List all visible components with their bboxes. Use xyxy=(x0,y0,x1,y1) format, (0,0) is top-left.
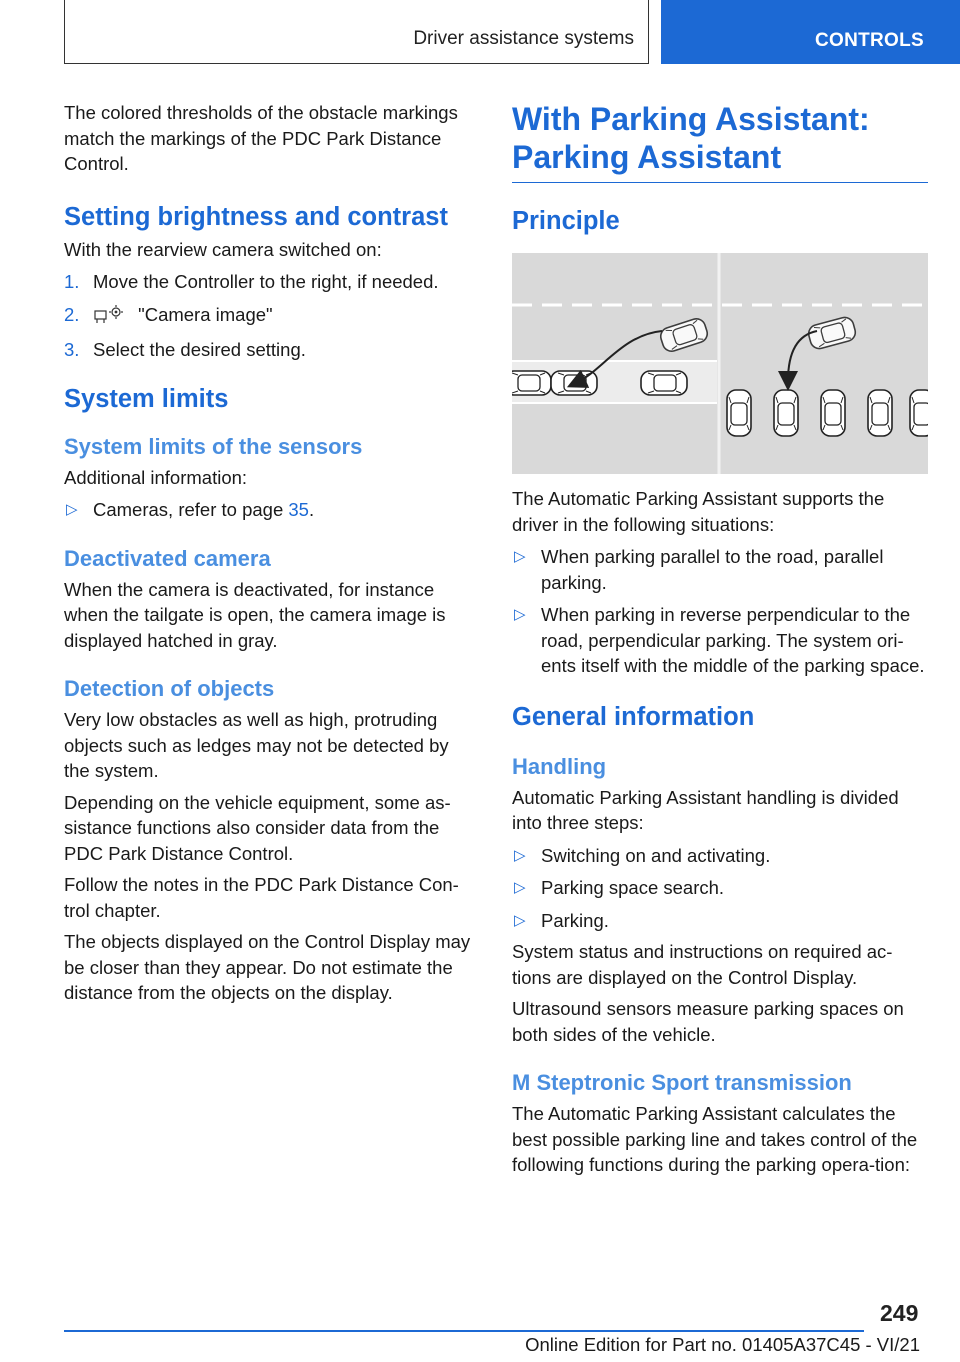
triangle-right-icon: ▷ xyxy=(514,548,526,565)
principle-heading: Principle xyxy=(512,207,620,235)
handling-paragraph: Ultrasound sensors measure parking spaces on both sides of the vehicle. xyxy=(512,998,904,1045)
step-text: Move the Controller to the right, if needed. xyxy=(93,271,439,292)
page-reference-link[interactable]: 35 xyxy=(288,499,309,520)
triangle-right-icon: ▷ xyxy=(514,846,526,864)
step-number: 1. xyxy=(64,271,80,292)
left-column xyxy=(64,100,478,1006)
detection-paragraph: Depending on the vehicle equipment, some as-sistance functions also consider data from the PDC Park Distance Control. xyxy=(64,791,451,864)
list-item-text: When parking in reverse perpendicular to the road, perpendicular parking. The system ori-ents itself with the middle of the parking space. xyxy=(541,604,925,676)
list-item-text: Parking space search. xyxy=(541,877,725,898)
brightness-steps xyxy=(64,269,478,363)
step-item xyxy=(64,269,478,295)
steptronic-text: The Automatic Parking Assistant calculates the best possible parking line and takes control of the following functions during the parking opera-tion: xyxy=(512,1103,918,1175)
intro-paragraph: The colored thresholds of the obstacle markings match the markings of the PDC Park Distance Control. xyxy=(64,102,458,174)
handling-list xyxy=(512,843,928,934)
step-text: Select the desired setting. xyxy=(93,339,306,360)
list-item-text: Parking. xyxy=(541,909,609,931)
triangle-right-icon: ▷ xyxy=(66,501,78,518)
parking-diagram xyxy=(512,253,928,474)
principle-lead: The Automatic Parking Assistant supports the driver in the following situations: xyxy=(512,488,885,535)
section-title: With Parking Assistant: Parking Assistant xyxy=(512,100,928,183)
principle-list xyxy=(512,544,928,679)
header-controls-tab xyxy=(661,0,960,64)
general-information-heading: General information xyxy=(512,702,755,731)
list-item-text: When parking parallel to the road, parallel parking. xyxy=(541,546,884,593)
list-item xyxy=(64,497,478,523)
detection-heading: Detection of objects xyxy=(64,676,275,701)
brightness-heading: Setting brightness and contrast xyxy=(64,202,448,231)
parking-illustration xyxy=(512,253,928,474)
detection-paragraph: Very low obstacles as well as high, protruding objects such as ledges may not be detected by the system. xyxy=(64,709,449,781)
page-number: 249 xyxy=(880,1300,919,1326)
handling-paragraph: System status and instructions on required ac-tions are displayed on the Control Display. xyxy=(512,941,893,988)
brightness-lead: With the rearview camera switched on: xyxy=(64,238,382,260)
list-item xyxy=(512,843,928,869)
detection-paragraph: Follow the notes in the PDC Park Distance Con-trol chapter. xyxy=(64,874,459,921)
list-item xyxy=(512,544,928,595)
list-item-text: Switching on and activating. xyxy=(541,844,771,866)
camera-settings-icon xyxy=(93,304,125,331)
steptronic-heading: M Steptronic Sport transmission xyxy=(512,1070,852,1095)
step-text: "Camera image" xyxy=(138,303,273,325)
step-number: 3. xyxy=(64,339,80,360)
header-section-box xyxy=(64,0,649,64)
list-item xyxy=(512,908,928,934)
footer-divider xyxy=(64,1330,864,1332)
list-item xyxy=(512,875,928,901)
sensors-lead: Additional information: xyxy=(64,466,248,488)
detection-paragraph: The objects displayed on the Control Display may be closer than they appear. Do not estimate the distance from the objects on the display. xyxy=(64,931,471,1003)
triangle-right-icon: ▷ xyxy=(514,911,526,929)
footer-edition: Online Edition for Part no. 01405A37C45 - VI/21 xyxy=(525,1334,920,1355)
triangle-right-icon: ▷ xyxy=(514,606,526,623)
triangle-right-icon: ▷ xyxy=(514,879,526,896)
handling-lead: Automatic Parking Assistant handling is divided into three steps: xyxy=(512,786,899,833)
handling-heading: Handling xyxy=(512,753,607,779)
list-item-end: . xyxy=(308,499,315,520)
deactivated-camera-heading: Deactivated camera xyxy=(64,545,271,571)
system-limits-heading: System limits xyxy=(64,384,229,413)
header-section-title: Driver assistance systems xyxy=(413,28,634,49)
step-item xyxy=(64,302,478,331)
step-item xyxy=(64,337,478,363)
right-column xyxy=(512,100,928,1178)
sensors-heading: System limits of the sensors xyxy=(64,433,363,459)
list-item-text: Cameras, refer to page xyxy=(93,499,289,520)
list-item xyxy=(512,602,928,679)
header-controls-label: CONTROLS xyxy=(815,30,925,51)
step-number: 2. xyxy=(64,303,80,325)
sensors-list xyxy=(64,497,478,523)
deactivated-camera-text: When the camera is deactivated, for instance when the tailgate is open, the camera image is displayed hatched in gray. xyxy=(64,578,446,651)
